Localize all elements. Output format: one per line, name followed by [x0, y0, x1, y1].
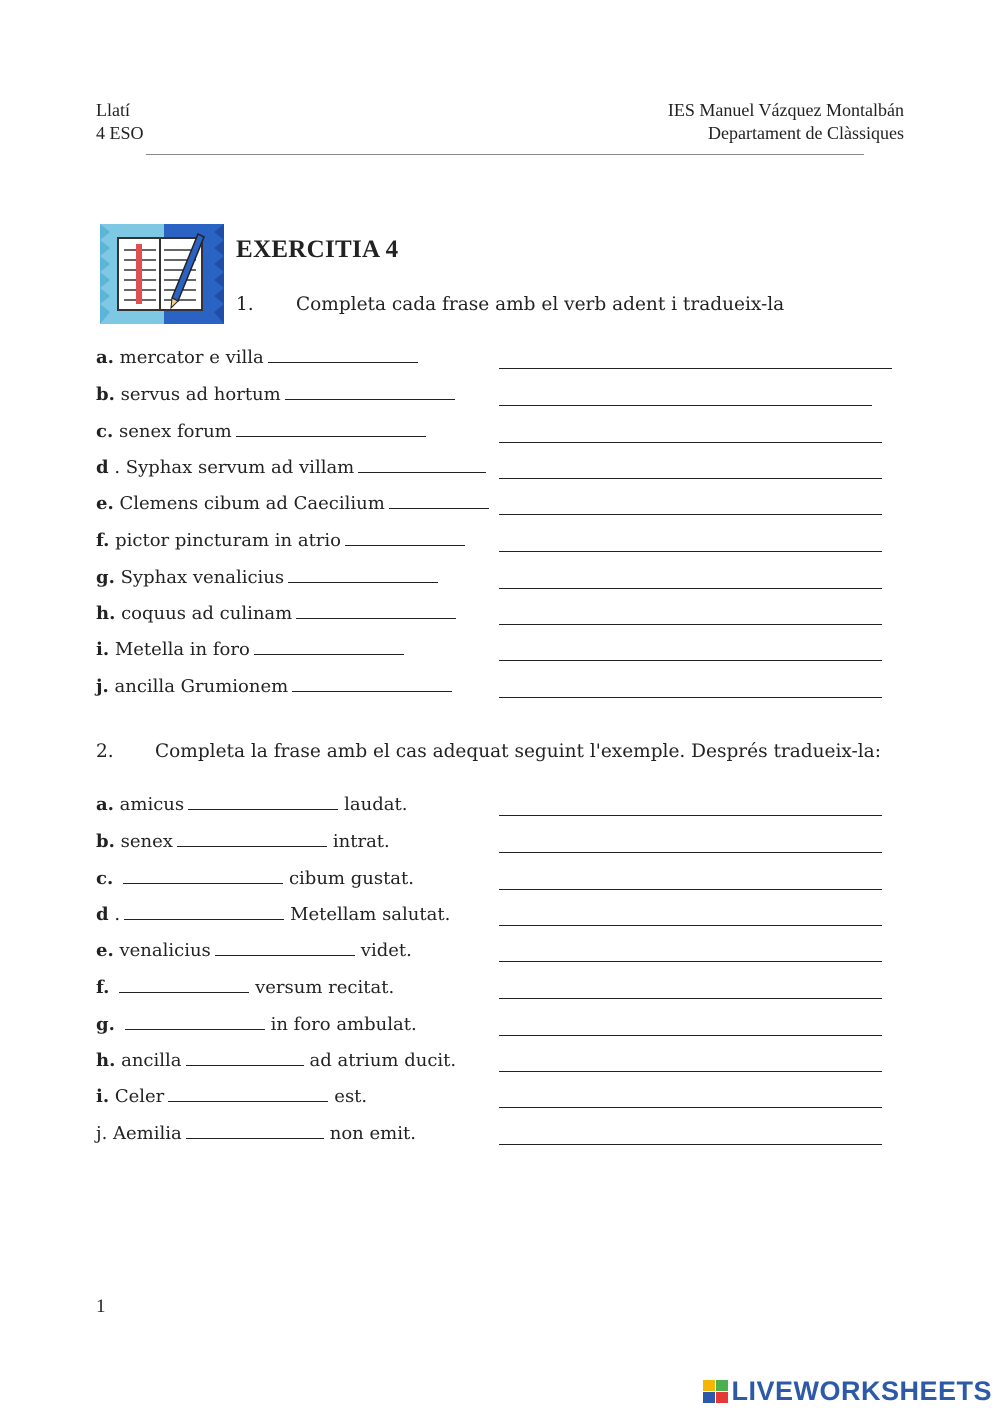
item-letter: j.: [96, 676, 109, 697]
translation-line[interactable]: [499, 1107, 882, 1108]
exercise1-item: [96, 418, 432, 446]
notebook-pencil-icon: [100, 224, 224, 324]
item-text: ancilla Grumionem: [114, 676, 289, 697]
item-text-before: venalicius: [119, 940, 211, 961]
item-text-before: .: [114, 904, 121, 925]
verb-blank[interactable]: [292, 673, 452, 692]
item-letter: b.: [96, 831, 115, 852]
item-letter: a.: [96, 794, 114, 815]
verb-blank[interactable]: [389, 490, 489, 509]
item-letter: f.: [96, 530, 110, 551]
translation-line[interactable]: [499, 514, 882, 515]
level-label: 4 ESO: [96, 123, 144, 143]
translation-line[interactable]: [499, 1071, 882, 1072]
translation-line[interactable]: [499, 815, 882, 816]
verb-blank[interactable]: [288, 564, 438, 583]
translation-line[interactable]: [499, 442, 882, 443]
translation-line[interactable]: [499, 478, 882, 479]
exercise1-item: [96, 454, 492, 482]
item-text-after: intrat.: [332, 831, 390, 852]
translation-line[interactable]: [499, 405, 872, 406]
item-letter: i.: [96, 639, 110, 660]
item-letter: i.: [96, 1086, 110, 1107]
exercise1-item: [96, 381, 461, 409]
item-letter: e.: [96, 493, 114, 514]
exercise2-item: [96, 974, 394, 1002]
translation-line[interactable]: [499, 925, 882, 926]
item-letter: c.: [96, 868, 114, 889]
school-name: IES Manuel Vázquez Montalbán: [667, 100, 904, 120]
item-text-before: j. Aemilia: [96, 1123, 182, 1144]
translation-line[interactable]: [499, 624, 882, 625]
exercise2-item: [96, 901, 450, 929]
exercise1-item: [96, 527, 471, 555]
item-text: Clemens cibum ad Caecilium: [119, 493, 385, 514]
page-title: EXERCITIA 4: [236, 236, 399, 263]
verb-blank[interactable]: [296, 600, 456, 619]
case-blank[interactable]: [186, 1047, 304, 1066]
exercise2-item: [96, 1047, 456, 1075]
item-text-after: non emit.: [329, 1123, 416, 1144]
exercise1-item: [96, 344, 424, 372]
case-blank[interactable]: [123, 865, 283, 884]
liveworksheets-logo-icon: [703, 1380, 729, 1404]
verb-blank[interactable]: [285, 381, 455, 400]
case-blank[interactable]: [215, 937, 355, 956]
item-letter: f.: [96, 977, 110, 998]
exercise1-item: [96, 490, 495, 518]
item-text-after: cibum gustat.: [288, 868, 414, 889]
exercise2-item: [96, 937, 412, 965]
item-text-after: in foro ambulat.: [270, 1014, 417, 1035]
translation-line[interactable]: [499, 961, 882, 962]
verb-blank[interactable]: [345, 527, 465, 546]
item-letter: h.: [96, 603, 116, 624]
exercise2-item: [96, 828, 390, 856]
translation-line[interactable]: [499, 1035, 882, 1036]
case-blank[interactable]: [186, 1120, 324, 1139]
exercise2-item: [96, 791, 407, 819]
item-text: mercator e villa: [119, 347, 264, 368]
translation-line[interactable]: [499, 697, 882, 698]
item-text-before: amicus: [119, 794, 185, 815]
item-text: servus ad hortum: [120, 384, 281, 405]
exercise2-item: [96, 865, 414, 893]
brand-name: LIVEWORKSHEETS: [731, 1376, 992, 1406]
item-text: coquus ad culinam: [121, 603, 293, 624]
exercise2-item: [96, 1083, 367, 1111]
translation-line[interactable]: [499, 588, 882, 589]
item-text-after: Metellam salutat.: [290, 904, 451, 925]
translation-line[interactable]: [499, 852, 882, 853]
exercise2-item: [96, 1011, 417, 1039]
item-letter: a.: [96, 347, 114, 368]
case-blank[interactable]: [168, 1083, 328, 1102]
exercise1-item: [96, 636, 410, 664]
item-text-after: est.: [334, 1086, 368, 1107]
translation-line[interactable]: [499, 889, 882, 890]
section1-instruction: Completa cada frase amb el verb adent i tradueix-la: [296, 294, 785, 315]
section1-number: 1.: [236, 294, 254, 315]
item-letter: g.: [96, 1014, 115, 1035]
case-blank[interactable]: [119, 974, 249, 993]
item-text-before: ancilla: [121, 1050, 182, 1071]
item-letter: c.: [96, 421, 114, 442]
translation-line[interactable]: [499, 660, 882, 661]
header-divider: [146, 154, 864, 155]
item-text: Metella in foro: [114, 639, 250, 660]
liveworksheets-logo[interactable]: [703, 1376, 992, 1407]
item-letter: d: [96, 457, 109, 478]
verb-blank[interactable]: [236, 418, 426, 437]
section2-instruction: Completa la frase amb el cas adequat seguint l'exemple. Després tradueix-la:: [155, 741, 881, 762]
exercise1-item: [96, 673, 458, 701]
verb-blank[interactable]: [358, 454, 486, 473]
item-text-after: laudat.: [344, 794, 408, 815]
item-text: senex forum: [118, 421, 232, 442]
item-text-after: ad atrium ducit.: [309, 1050, 457, 1071]
item-text-before: senex: [120, 831, 173, 852]
item-letter: e.: [96, 940, 114, 961]
page-number: 1: [96, 1296, 106, 1317]
item-text: Syphax venalicius: [120, 567, 285, 588]
item-letter: b.: [96, 384, 115, 405]
case-blank[interactable]: [177, 828, 327, 847]
exercise1-item: [96, 600, 462, 628]
verb-blank[interactable]: [254, 636, 404, 655]
item-letter: h.: [96, 1050, 116, 1071]
translation-line[interactable]: [499, 551, 882, 552]
item-text: pictor pincturam in atrio: [115, 530, 342, 551]
exercise2-item: [96, 1120, 416, 1148]
department-name: Departament de Clàssiques: [708, 123, 904, 143]
exercise1-item: [96, 564, 444, 592]
section2-number: 2.: [96, 741, 114, 762]
verb-blank[interactable]: [268, 344, 418, 363]
item-text: . Syphax servum ad villam: [114, 457, 355, 478]
item-text-before: Celer: [114, 1086, 165, 1107]
case-blank[interactable]: [125, 1011, 265, 1030]
item-text-after: videt.: [360, 940, 412, 961]
case-blank[interactable]: [124, 901, 284, 920]
item-letter: d: [96, 904, 109, 925]
item-text-after: versum recitat.: [255, 977, 395, 998]
case-blank[interactable]: [188, 791, 338, 810]
subject-label: Llatí: [96, 100, 130, 120]
translation-line[interactable]: [499, 368, 892, 369]
item-letter: g.: [96, 567, 115, 588]
translation-line[interactable]: [499, 1144, 882, 1145]
translation-line[interactable]: [499, 998, 882, 999]
